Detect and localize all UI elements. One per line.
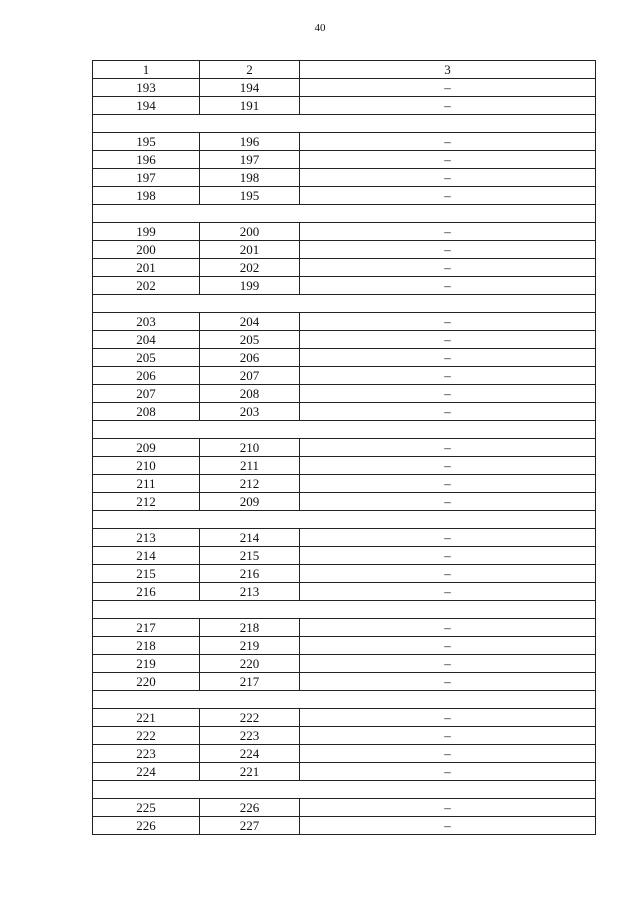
cell-col-1: 218 [93, 637, 200, 655]
table-row [93, 349, 596, 367]
table-row [93, 727, 596, 745]
cell-col-2: 203 [200, 403, 300, 421]
table-row [93, 223, 596, 241]
cell-col-3: – [300, 709, 596, 727]
table-row [93, 475, 596, 493]
table-row [93, 565, 596, 583]
cell-col-3: – [300, 637, 596, 655]
cell-col-1: 193 [93, 79, 200, 97]
cell-col-3: – [300, 475, 596, 493]
table-header-row [93, 61, 596, 79]
group-separator-row [93, 781, 596, 799]
cell-col-1: 224 [93, 763, 200, 781]
cell-col-1: 213 [93, 529, 200, 547]
cell-col-3: – [300, 727, 596, 745]
cell-col-1: 201 [93, 259, 200, 277]
cell-col-3: – [300, 97, 596, 115]
cell-col-3: – [300, 763, 596, 781]
cell-col-3: – [300, 655, 596, 673]
cell-col-2: 208 [200, 385, 300, 403]
group-separator-row [93, 601, 596, 619]
cell-col-3: – [300, 223, 596, 241]
cell-col-1: 207 [93, 385, 200, 403]
table-row [93, 763, 596, 781]
table-row [93, 457, 596, 475]
table-row [93, 97, 596, 115]
table-row [93, 187, 596, 205]
cell-col-2: 212 [200, 475, 300, 493]
cell-col-1: 215 [93, 565, 200, 583]
cell-col-2: 200 [200, 223, 300, 241]
cell-col-3: – [300, 745, 596, 763]
table-row [93, 151, 596, 169]
cell-col-1: 211 [93, 475, 200, 493]
table-row [93, 673, 596, 691]
table-row [93, 241, 596, 259]
cell-col-2: 197 [200, 151, 300, 169]
cell-col-2: 195 [200, 187, 300, 205]
separator-cell [93, 601, 596, 619]
table-row [93, 583, 596, 601]
cell-col-3: – [300, 367, 596, 385]
cell-col-2: 224 [200, 745, 300, 763]
cell-col-2: 202 [200, 259, 300, 277]
cell-col-1: 200 [93, 241, 200, 259]
cell-col-1: 206 [93, 367, 200, 385]
cell-col-3: – [300, 547, 596, 565]
cell-col-1: 209 [93, 439, 200, 457]
cell-col-3: – [300, 133, 596, 151]
cell-col-3: – [300, 331, 596, 349]
cell-col-2: 226 [200, 799, 300, 817]
cell-col-3: – [300, 385, 596, 403]
cell-col-1: 195 [93, 133, 200, 151]
cell-col-3: – [300, 349, 596, 367]
cell-col-2: 210 [200, 439, 300, 457]
group-separator-row [93, 295, 596, 313]
table-row [93, 259, 596, 277]
cell-col-3: – [300, 457, 596, 475]
cell-col-2: 209 [200, 493, 300, 511]
table-row [93, 709, 596, 727]
table-row [93, 403, 596, 421]
cell-col-1: 222 [93, 727, 200, 745]
separator-cell [93, 295, 596, 313]
cell-col-2: 201 [200, 241, 300, 259]
table-row [93, 439, 596, 457]
column-header-1: 1 [93, 61, 200, 79]
cell-col-1: 220 [93, 673, 200, 691]
column-header-3: 3 [300, 61, 596, 79]
cell-col-2: 227 [200, 817, 300, 835]
cell-col-2: 215 [200, 547, 300, 565]
cell-col-2: 223 [200, 727, 300, 745]
table-row [93, 547, 596, 565]
cell-col-3: – [300, 313, 596, 331]
page-number: 40 [314, 22, 326, 34]
table-row [93, 619, 596, 637]
table-row [93, 169, 596, 187]
cell-col-2: 198 [200, 169, 300, 187]
table-row [93, 79, 596, 97]
cell-col-2: 205 [200, 331, 300, 349]
cell-col-2: 194 [200, 79, 300, 97]
table-row [93, 637, 596, 655]
group-separator-row [93, 511, 596, 529]
cell-col-2: 222 [200, 709, 300, 727]
cell-col-1: 194 [93, 97, 200, 115]
cell-col-1: 203 [93, 313, 200, 331]
cell-col-2: 196 [200, 133, 300, 151]
cell-col-2: 221 [200, 763, 300, 781]
cell-col-3: – [300, 565, 596, 583]
cell-col-3: – [300, 79, 596, 97]
cell-col-2: 214 [200, 529, 300, 547]
cell-col-3: – [300, 529, 596, 547]
cell-col-2: 216 [200, 565, 300, 583]
cell-col-1: 225 [93, 799, 200, 817]
cell-col-1: 199 [93, 223, 200, 241]
cell-col-1: 226 [93, 817, 200, 835]
separator-cell [93, 421, 596, 439]
cell-col-3: – [300, 817, 596, 835]
cell-col-2: 219 [200, 637, 300, 655]
table-row [93, 331, 596, 349]
cell-col-2: 199 [200, 277, 300, 295]
cell-col-2: 220 [200, 655, 300, 673]
cell-col-3: – [300, 619, 596, 637]
group-separator-row [93, 691, 596, 709]
cell-col-3: – [300, 241, 596, 259]
cell-col-3: – [300, 799, 596, 817]
cell-col-2: 206 [200, 349, 300, 367]
separator-cell [93, 205, 596, 223]
table-row [93, 799, 596, 817]
table-row [93, 655, 596, 673]
cell-col-1: 217 [93, 619, 200, 637]
cell-col-2: 218 [200, 619, 300, 637]
cell-col-1: 205 [93, 349, 200, 367]
separator-cell [93, 781, 596, 799]
group-separator-row [93, 115, 596, 133]
cell-col-3: – [300, 169, 596, 187]
table-row [93, 817, 596, 835]
cell-col-3: – [300, 493, 596, 511]
data-table [92, 60, 596, 835]
table-row [93, 367, 596, 385]
cell-col-2: 217 [200, 673, 300, 691]
table-row [93, 313, 596, 331]
table-row [93, 133, 596, 151]
cell-col-3: – [300, 277, 596, 295]
cell-col-3: – [300, 259, 596, 277]
column-header-2: 2 [200, 61, 300, 79]
table-body [93, 79, 596, 835]
cell-col-1: 216 [93, 583, 200, 601]
cell-col-3: – [300, 151, 596, 169]
cell-col-1: 208 [93, 403, 200, 421]
separator-cell [93, 115, 596, 133]
cell-col-1: 210 [93, 457, 200, 475]
table-row [93, 277, 596, 295]
cell-col-3: – [300, 583, 596, 601]
cell-col-3: – [300, 187, 596, 205]
separator-cell [93, 511, 596, 529]
cell-col-1: 202 [93, 277, 200, 295]
cell-col-1: 197 [93, 169, 200, 187]
group-separator-row [93, 421, 596, 439]
group-separator-row [93, 205, 596, 223]
table-row [93, 745, 596, 763]
cell-col-1: 198 [93, 187, 200, 205]
cell-col-1: 196 [93, 151, 200, 169]
table-row [93, 493, 596, 511]
cell-col-1: 219 [93, 655, 200, 673]
cell-col-1: 212 [93, 493, 200, 511]
table-row [93, 529, 596, 547]
cell-col-2: 211 [200, 457, 300, 475]
cell-col-3: – [300, 673, 596, 691]
cell-col-3: – [300, 439, 596, 457]
cell-col-2: 207 [200, 367, 300, 385]
table-row [93, 385, 596, 403]
cell-col-2: 213 [200, 583, 300, 601]
cell-col-1: 221 [93, 709, 200, 727]
cell-col-1: 214 [93, 547, 200, 565]
cell-col-1: 204 [93, 331, 200, 349]
cell-col-2: 191 [200, 97, 300, 115]
cell-col-2: 204 [200, 313, 300, 331]
separator-cell [93, 691, 596, 709]
cell-col-1: 223 [93, 745, 200, 763]
cell-col-3: – [300, 403, 596, 421]
